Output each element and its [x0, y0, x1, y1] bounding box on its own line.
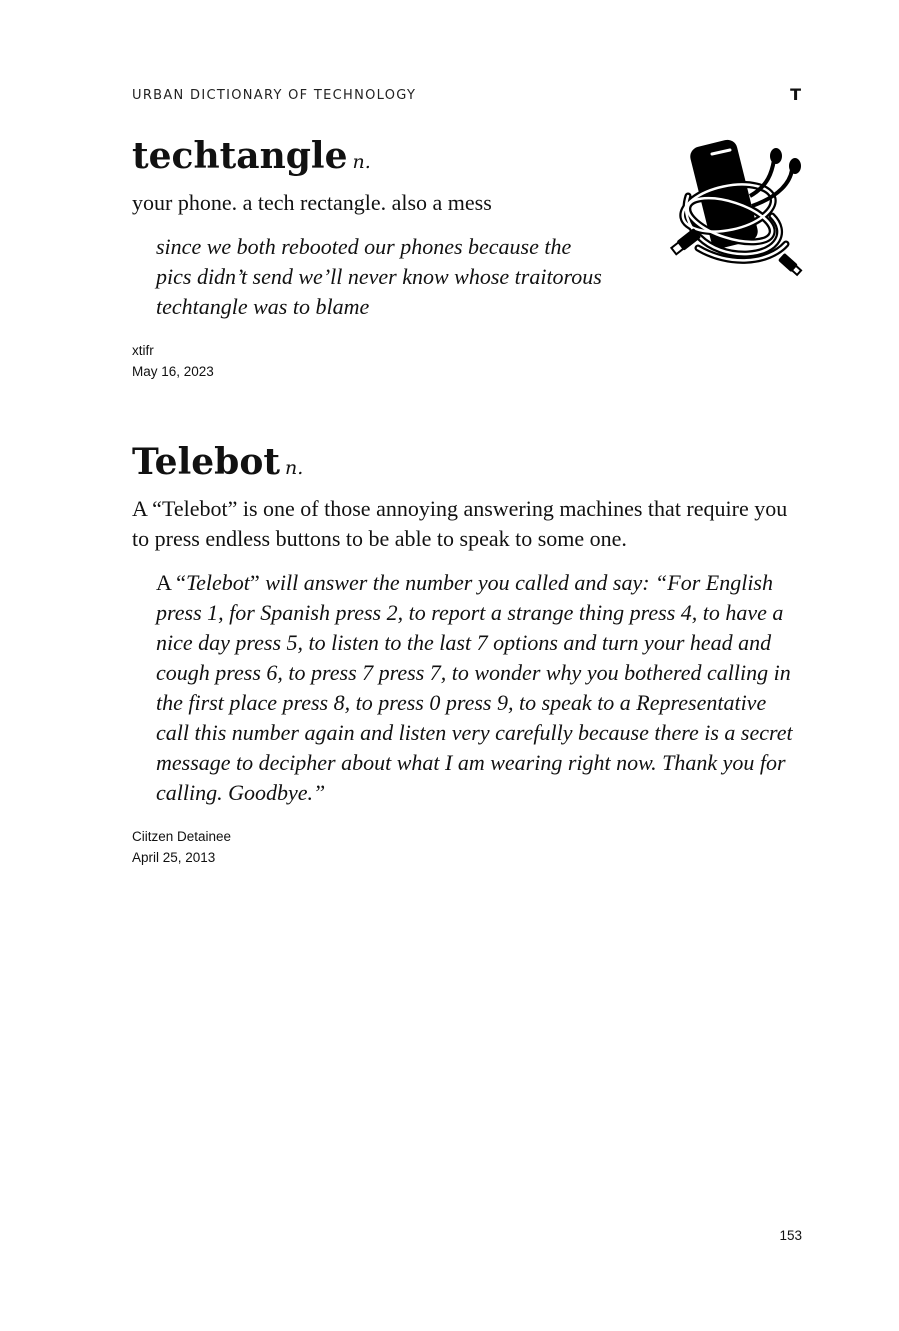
byline	[132, 826, 804, 868]
entry-telebot	[132, 441, 804, 868]
tangled-phone-icon	[668, 136, 808, 281]
headword-line	[132, 441, 804, 483]
example	[156, 568, 804, 808]
part-of-speech: n.	[284, 457, 304, 479]
byline	[132, 340, 804, 382]
definition: your phone. a tech rectangle. also a mess	[132, 190, 492, 215]
date: May 16, 2023	[132, 364, 214, 379]
example-prefix: A “	[156, 570, 186, 595]
headword: techtangle	[132, 135, 348, 177]
definition: A “Telebot” is one of those annoying answering machines that require you to press endless buttons to be able to speak to some one.	[132, 496, 788, 551]
section-letter: T	[790, 85, 801, 104]
example: since we both rebooted our phones because the pics didn’t send we’ll never know whose traitorous techtangle was to blame	[156, 234, 602, 319]
running-head: URBAN DICTIONARY OF TECHNOLOGY	[132, 88, 417, 103]
example-body: will answer the number you called and say: “For English press 1, for Spanish press 2, to report a strange thing press 4, to have a nice day press 5, to listen to the last 7 options and turn your head and cough press 6, to press 7 press 7, to wonder why you bothered calling in the first place press 8, to press 0 press 9, to speak to a Representative call this number again and listen very carefully because there is a secret message to decipher about what I am wearing right now. Thank you for calling. Goodbye.”	[156, 570, 793, 805]
author: Ciitzen Detainee	[132, 829, 232, 844]
example-term: Telebot	[185, 570, 250, 595]
example-close-quote: ”	[249, 570, 260, 595]
page-number: 153	[779, 1228, 802, 1243]
headword: Telebot	[132, 441, 280, 483]
date: April 25, 2013	[132, 850, 216, 865]
part-of-speech: n.	[352, 151, 371, 173]
author: xtifr	[132, 343, 154, 358]
